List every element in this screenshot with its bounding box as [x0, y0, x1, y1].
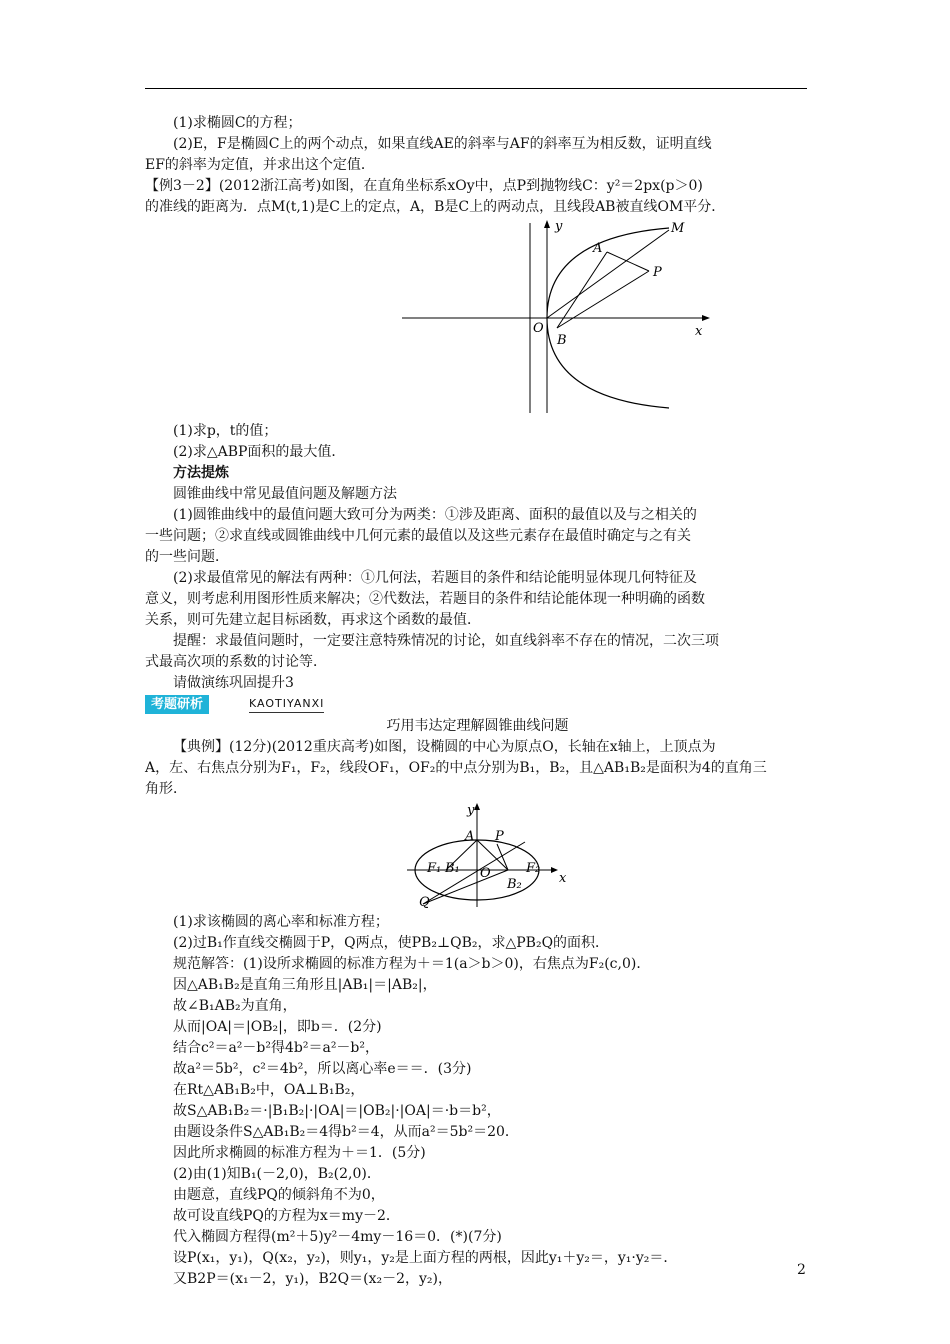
text-line: 故a²＝5b²，c²＝4b²，所以离心率e＝＝．(3分)	[173, 1061, 472, 1077]
label-a: A	[593, 241, 603, 256]
text-line: 在Rt△AB₁B₂中，OA⊥B₁B₂，	[173, 1082, 365, 1098]
label-y: y	[555, 219, 563, 234]
label-m: M	[671, 221, 685, 236]
label-a: A	[465, 829, 475, 844]
label-o: O	[480, 866, 491, 881]
text-line: 角形．	[145, 781, 187, 797]
text-line: A，左、右焦点分别为F₁，F₂，线段OF₁，OF₂的中点分别为B₁，B₂，且△AB₁B₂是面积为4的直角三	[145, 760, 767, 776]
text-line: 故S△AB₁B₂＝·|B₁B₂|·|OA|＝|OB₂|·|OA|＝·b＝b²，	[173, 1103, 501, 1119]
label-q: Q	[419, 895, 430, 910]
text-line: 故可设直线PQ的方程为x＝my－2．	[173, 1208, 400, 1224]
text-line: 【典例】(12分)(2012重庆高考)如图，设椭圆的中心为原点O，长轴在x轴上，上顶点为	[173, 739, 716, 755]
text-line: (2)E，F是椭圆C上的两个动点，如果直线AE的斜率与AF的斜率互为相反数，证明直线	[173, 136, 712, 152]
text-line: 由题意，直线PQ的倾斜角不为0，	[173, 1187, 385, 1203]
label-b1: B₁	[445, 861, 460, 876]
label-y: y	[467, 803, 475, 818]
section-banner	[145, 694, 810, 716]
ellipse-diagram	[405, 802, 585, 912]
text-line: 圆锥曲线中常见最值问题及解题方法	[173, 486, 397, 502]
text-line: 结合c²＝a²－b²得4b²＝a²－b²，	[173, 1040, 380, 1056]
text-line: (2)求最值常见的解法有两种：①几何法，若题目的条件和结论能明显体现几何特征及	[173, 570, 697, 586]
header-rule	[145, 88, 807, 89]
section-title: 巧用韦达定理解圆锥曲线问题	[386, 718, 569, 734]
parabola-diagram	[397, 218, 717, 418]
text-line: (2)求△ABP面积的最大值．	[173, 444, 346, 460]
banner-label: 考题研析	[145, 695, 209, 714]
text-line: 因此所求椭圆的标准方程为＋＝1．(5分)	[173, 1145, 426, 1161]
page-number: 2	[797, 1262, 806, 1278]
text-line: 设P(x₁，y₁)，Q(x₂，y₂)，则y₁，y₂是上面方程的两根，因此y₁＋y₂＝，y₁·y₂＝．	[173, 1250, 678, 1266]
text-line: 【例3－2】(2012浙江高考)如图，在直角坐标系xOy中，点P到抛物线C：y²＝2px(p＞0)	[145, 178, 703, 194]
text-line: 关系，则可先建立起目标函数，再求这个函数的最值．	[145, 612, 481, 628]
y-axis-arrow	[474, 803, 480, 810]
label-f2: F₂	[526, 861, 541, 876]
text-line: 代入椭圆方程得(m²＋5)y²－4my－16＝0．(*)(7分)	[173, 1229, 502, 1245]
label-x: x	[559, 871, 567, 886]
segment-ab	[557, 252, 607, 328]
label-p: P	[495, 829, 504, 844]
text-line: 提醒：求最值问题时，一定要注意特殊情况的讨论，如直线斜率不存在的情况，二次三项	[173, 633, 719, 649]
label-o: O	[533, 321, 544, 336]
text-line: 意义，则考虑利用图形性质来解决；②代数法，若题目的条件和结论能体现一种明确的函数	[145, 591, 705, 607]
text-line: 由题设条件S△AB₁B₂＝4得b²＝4，从而a²＝5b²＝20．	[173, 1124, 519, 1140]
text-line: 又B2P＝(x₁－2，y₁)，B2Q＝(x₂－2，y₂)，	[173, 1271, 453, 1287]
x-axis-arrow	[551, 867, 558, 873]
text-line: (1)求p，t的值；	[173, 423, 278, 439]
banner-pinyin: KAOTIYANXI	[249, 696, 324, 713]
label-p: P	[653, 265, 662, 280]
text-line: (1)求椭圆C的方程；	[173, 115, 302, 131]
text-line: EF的斜率为定值，并求出这个定值．	[145, 157, 375, 173]
text-line: 式最高次项的系数的讨论等．	[145, 654, 327, 670]
x-axis-arrow	[702, 315, 710, 321]
y-axis-arrow	[544, 220, 550, 228]
text-line: 请做演练巩固提升3	[173, 675, 294, 691]
line-om	[547, 230, 669, 318]
text-line: (1)圆锥曲线中的最值问题大致可分为两类：①涉及距离、面积的最值以及与之相关的	[173, 507, 697, 523]
segment-ap	[607, 252, 649, 271]
text-line: 因△AB₁B₂是直角三角形且|AB₁|＝|AB₂|，	[173, 977, 437, 993]
text-line: 的准线的距离为．点M(t,1)是C上的定点，A，B是C上的两动点，且线段AB被直线OM平分．	[145, 199, 726, 215]
parabola-figure	[145, 218, 810, 421]
page-body	[145, 113, 810, 1290]
label-b: B	[557, 333, 567, 348]
segment-pb2	[497, 844, 508, 870]
label-b2: B₂	[507, 877, 522, 892]
text-line: (1)求该椭圆的离心率和标准方程；	[173, 914, 389, 930]
text-line: (2)过B₁作直线交椭圆于P，Q两点，使PB₂⊥QB₂，求△PB₂Q的面积．	[173, 935, 610, 951]
segment-bp	[557, 271, 649, 328]
text-line: 故∠B₁AB₂为直角，	[173, 998, 297, 1014]
label-x: x	[695, 324, 703, 339]
method-heading: 方法提炼	[173, 465, 229, 481]
text-line: 规范解答：(1)设所求椭圆的标准方程为＋＝1(a＞b＞0)，右焦点为F₂(c,0)．	[173, 956, 651, 972]
ellipse-figure	[145, 800, 810, 912]
label-f1: F₁	[427, 861, 442, 876]
text-line: (2)由(1)知B₁(－2,0)，B₂(2,0)．	[173, 1166, 381, 1182]
text-line: 一些问题；②求直线或圆锥曲线中几何元素的最值以及这些元素存在最值时确定与之有关	[145, 528, 691, 544]
text-line: 的一些问题．	[145, 549, 229, 565]
text-line: 从而|OA|＝|OB₂|，即b＝．(2分)	[173, 1019, 382, 1035]
